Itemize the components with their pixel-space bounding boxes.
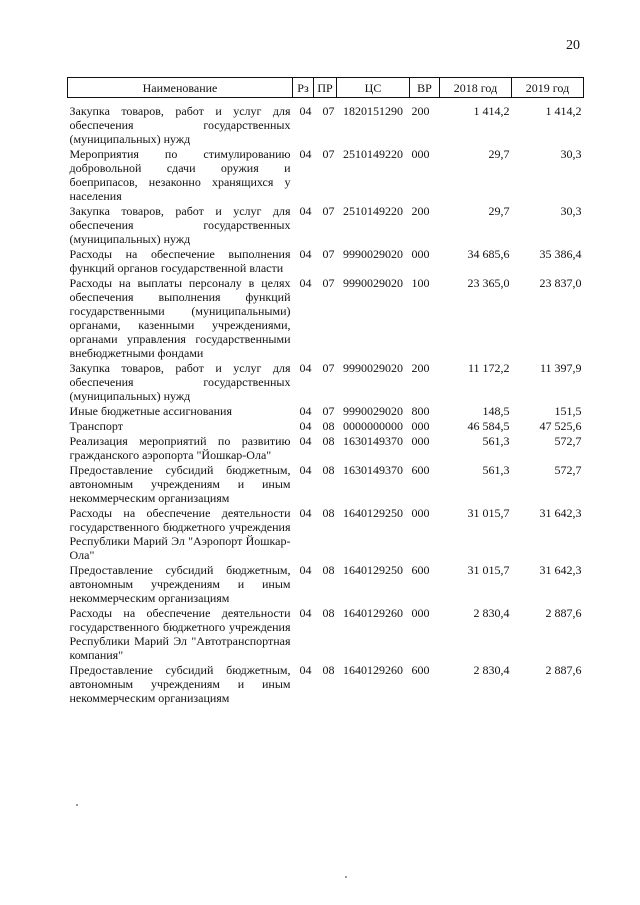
cell-cs: 1640129260 <box>343 663 403 677</box>
budget-table <box>67 77 584 706</box>
header-name: Наименование <box>68 78 293 98</box>
cell-pr: 08 <box>322 606 335 620</box>
cell-y2018: 31 015,7 <box>467 563 510 577</box>
cell-y2019: 31 642,3 <box>539 563 582 577</box>
cell-rz: 04 <box>299 419 312 433</box>
table-row <box>68 276 584 361</box>
cell-rz: 04 <box>299 247 312 261</box>
cell-cs: 1820151290 <box>343 104 403 118</box>
table-row <box>68 506 584 563</box>
cell-rz: 04 <box>299 147 312 161</box>
table-row <box>68 361 584 404</box>
cell-y2018: 11 172,2 <box>467 361 510 375</box>
cell-cs: 9990029020 <box>343 361 403 375</box>
cell-pr: 07 <box>322 276 335 290</box>
cell-y2018: 561,3 <box>482 463 510 477</box>
cell-pr: 08 <box>322 506 335 520</box>
cell-vr: 200 <box>411 104 430 118</box>
cell-vr: 800 <box>411 404 430 418</box>
cell-y2018: 23 365,0 <box>467 276 510 290</box>
cell-y2018: 31 015,7 <box>467 506 510 520</box>
cell-pr: 07 <box>322 247 335 261</box>
cell-pr: 08 <box>322 663 335 677</box>
cell-cs: 2510149220 <box>343 147 403 161</box>
cell-name: Расходы на обеспечение деятельности государственного бюджетного учреждения Республики Марий Эл "Аэропорт Йошкар-Ола" <box>69 506 291 562</box>
cell-name: Мероприятия по стимулированию добровольной сдачи оружия и боеприпасов, незаконно хранящихся у населения <box>69 147 291 203</box>
cell-vr: 000 <box>411 247 430 261</box>
header-2019: 2019 год <box>512 78 584 98</box>
cell-y2018: 148,5 <box>482 404 510 418</box>
cell-vr: 600 <box>411 563 430 577</box>
cell-vr: 200 <box>411 204 430 218</box>
scan-speck <box>76 804 78 806</box>
cell-pr: 07 <box>322 147 335 161</box>
cell-y2018: 46 584,5 <box>467 419 510 433</box>
cell-cs: 1630149370 <box>343 434 403 448</box>
cell-name: Иные бюджетные ассигнования <box>69 404 232 418</box>
table-row <box>68 434 584 463</box>
cell-name: Закупка товаров, работ и услуг для обеспечения государственных (муниципальных) нужд <box>69 104 291 146</box>
cell-y2019: 35 386,4 <box>539 247 582 261</box>
table-row <box>68 104 584 147</box>
cell-y2019: 1 414,2 <box>545 104 582 118</box>
table-row <box>68 404 584 419</box>
cell-vr: 100 <box>411 276 430 290</box>
table-row <box>68 204 584 247</box>
cell-pr: 07 <box>322 361 335 375</box>
table-header-row <box>68 78 584 98</box>
cell-pr: 07 <box>322 204 335 218</box>
cell-y2018: 29,7 <box>488 204 510 218</box>
cell-rz: 04 <box>299 276 312 290</box>
cell-name: Предоставление субсидий бюджетным, автономным учреждениям и иным некоммерческим организациям <box>69 563 291 605</box>
table-row <box>68 247 584 276</box>
cell-y2019: 31 642,3 <box>539 506 582 520</box>
cell-vr: 000 <box>411 434 430 448</box>
table-row <box>68 606 584 663</box>
cell-pr: 08 <box>322 463 335 477</box>
cell-y2018: 561,3 <box>482 434 510 448</box>
table-row <box>68 147 584 204</box>
cell-y2018: 2 830,4 <box>473 663 510 677</box>
cell-rz: 04 <box>299 104 312 118</box>
table-row <box>68 663 584 706</box>
cell-y2019: 2 887,6 <box>545 606 582 620</box>
cell-y2018: 34 685,6 <box>467 247 510 261</box>
cell-y2019: 572,7 <box>554 434 582 448</box>
cell-rz: 04 <box>299 463 312 477</box>
cell-name: Закупка товаров, работ и услуг для обеспечения государственных (муниципальных) нужд <box>69 204 291 246</box>
cell-vr: 000 <box>411 419 430 433</box>
cell-name: Транспорт <box>69 419 123 433</box>
cell-vr: 000 <box>411 606 430 620</box>
cell-y2019: 572,7 <box>554 463 582 477</box>
cell-y2019: 151,5 <box>554 404 582 418</box>
table-body <box>68 98 584 707</box>
cell-vr: 600 <box>411 463 430 477</box>
cell-rz: 04 <box>299 361 312 375</box>
cell-y2019: 2 887,6 <box>545 663 582 677</box>
cell-y2018: 2 830,4 <box>473 606 510 620</box>
cell-pr: 08 <box>322 434 335 448</box>
cell-rz: 04 <box>299 563 312 577</box>
cell-rz: 04 <box>299 204 312 218</box>
cell-cs: 1640129250 <box>343 506 403 520</box>
cell-cs: 1640129260 <box>343 606 403 620</box>
cell-y2018: 29,7 <box>488 147 510 161</box>
cell-y2018: 1 414,2 <box>473 104 510 118</box>
cell-name: Расходы на выплаты персоналу в целях обеспечения выполнения функций государственными (муниципальными) органами, казенными учреждениями, органами управления государственными внебюджетными фондами <box>69 276 291 360</box>
cell-pr: 08 <box>322 563 335 577</box>
header-vr: ВР <box>410 78 440 98</box>
cell-y2019: 30,3 <box>560 147 582 161</box>
cell-cs: 0000000000 <box>343 419 403 433</box>
cell-y2019: 30,3 <box>560 204 582 218</box>
header-rz: Рз <box>293 78 314 98</box>
table-row <box>68 563 584 606</box>
cell-cs: 9990029020 <box>343 404 403 418</box>
cell-name: Реализация мероприятий по развитию гражданского аэропорта "Йошкар-Ола" <box>69 434 291 462</box>
cell-y2019: 11 397,9 <box>539 361 582 375</box>
table-row <box>68 419 584 434</box>
cell-pr: 07 <box>322 104 335 118</box>
cell-vr: 600 <box>411 663 430 677</box>
cell-rz: 04 <box>299 663 312 677</box>
cell-cs: 9990029020 <box>343 247 403 261</box>
cell-cs: 2510149220 <box>343 204 403 218</box>
cell-rz: 04 <box>299 606 312 620</box>
cell-name: Предоставление субсидий бюджетным, автономным учреждениям и иным некоммерческим организациям <box>69 663 291 705</box>
cell-name: Предоставление субсидий бюджетным, автономным учреждениям и иным некоммерческим организациям <box>69 463 291 505</box>
header-cs: ЦС <box>337 78 410 98</box>
cell-cs: 9990029020 <box>343 276 403 290</box>
table-row <box>68 463 584 506</box>
cell-pr: 07 <box>322 404 335 418</box>
cell-y2019: 23 837,0 <box>539 276 582 290</box>
header-2018: 2018 год <box>440 78 512 98</box>
cell-rz: 04 <box>299 434 312 448</box>
cell-cs: 1630149370 <box>343 463 403 477</box>
page-number: 20 <box>566 38 580 53</box>
cell-y2019: 47 525,6 <box>539 419 582 433</box>
cell-pr: 08 <box>322 419 335 433</box>
cell-rz: 04 <box>299 506 312 520</box>
cell-vr: 000 <box>411 147 430 161</box>
cell-rz: 04 <box>299 404 312 418</box>
cell-name: Расходы на обеспечение выполнения функций органов государственной власти <box>69 247 291 275</box>
header-pr: ПР <box>314 78 337 98</box>
scan-speck <box>345 876 347 878</box>
cell-cs: 1640129250 <box>343 563 403 577</box>
cell-vr: 000 <box>411 506 430 520</box>
cell-vr: 200 <box>411 361 430 375</box>
cell-name: Закупка товаров, работ и услуг для обеспечения государственных (муниципальных) нужд <box>69 361 291 403</box>
cell-name: Расходы на обеспечение деятельности государственного бюджетного учреждения Республики Марий Эл "Автотранспортная компания" <box>69 606 291 662</box>
